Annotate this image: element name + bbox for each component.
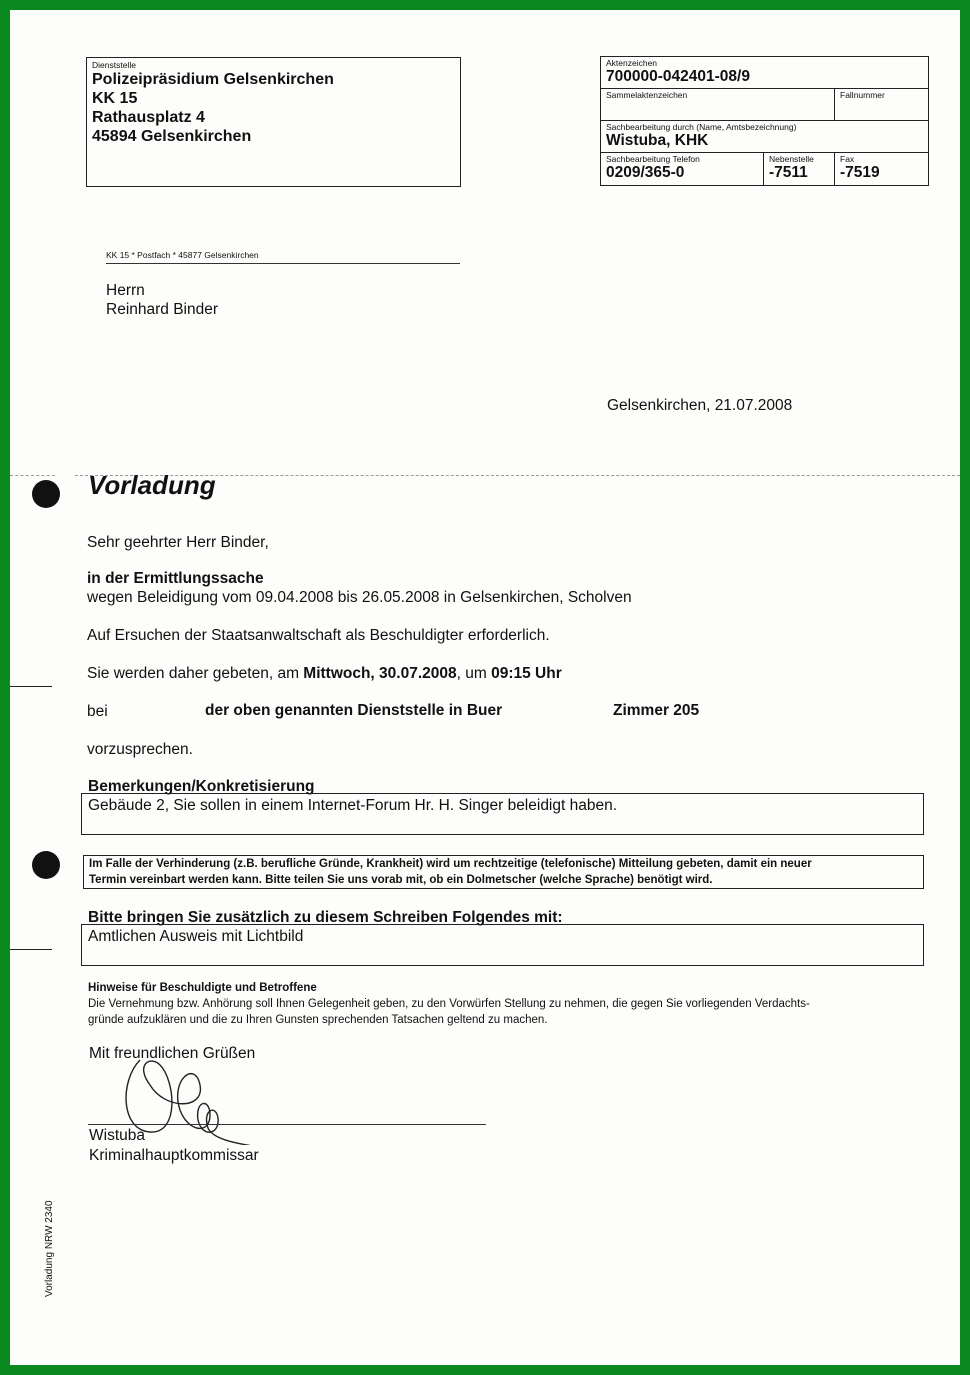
nebenstelle-label: Nebenstelle [769, 154, 814, 164]
sender-line-3: Rathausplatz 4 [92, 109, 205, 126]
telefon-label: Sachbearbeitung Telefon [606, 154, 700, 164]
aktenzeichen-value: 700000-042401-08/9 [606, 68, 750, 85]
recipient-name: Reinhard Binder [106, 301, 219, 318]
bring-text: Amtlichen Ausweis mit Lichtbild [88, 928, 304, 945]
fall-cell [834, 88, 929, 121]
letter-page [10, 10, 960, 1365]
appointment-prefix: Sie werden daher gebeten, am [87, 665, 304, 682]
nebenstelle-cell [763, 152, 835, 186]
greeting: Sehr geehrter Herr Binder, [87, 534, 269, 551]
telefon-cell [600, 152, 764, 186]
signer-name: Wistuba [89, 1127, 145, 1144]
fax-value: -7519 [840, 164, 880, 181]
signature-line [88, 1124, 486, 1125]
sachbearbeitung-cell [600, 120, 929, 153]
nebenstelle-value: -7511 [769, 164, 808, 181]
sachbearbeitung-label: Sachbearbeitung durch (Name, Amtsbezeichnung) [606, 122, 797, 132]
place-date: Gelsenkirchen, 21.07.2008 [607, 397, 793, 414]
appointment-time: 09:15 Uhr [491, 665, 562, 682]
location-prefix: bei [87, 703, 108, 720]
sender-line-2: KK 15 [92, 90, 138, 107]
sender-label: Dienststelle [92, 60, 136, 70]
appointment-line [87, 664, 562, 683]
sachbearbeitung-value: Wistuba, KHK [606, 132, 709, 149]
bring-heading: Bitte bringen Sie zusätzlich zu diesem Schreiben Folgendes mit: [88, 909, 563, 926]
location-room: Zimmer 205 [613, 702, 700, 719]
appointment-day: Mittwoch, 30.07.2008 [303, 665, 457, 682]
bring-box [81, 924, 924, 966]
return-address: KK 15 * Postfach * 45877 Gelsenkirchen [106, 250, 460, 264]
fax-label: Fax [840, 154, 855, 164]
matter-text: wegen Beleidigung vom 09.04.2008 bis 26.05.2008 in Gelsenkirchen, Scholven [87, 589, 632, 606]
fax-cell [834, 152, 929, 186]
punch-hole [32, 851, 60, 879]
remarks-box [81, 793, 924, 835]
form-id: Vorladung NRW 2340 [44, 1200, 55, 1297]
notice-box [83, 855, 924, 889]
recipient-salutation: Herrn [106, 282, 145, 299]
fold-mark [10, 475, 55, 476]
sammel-label: Sammelaktenzeichen [606, 90, 688, 100]
fold-tick [10, 949, 52, 950]
hints-line-2: gründe aufzuklären und die zu Ihren Gunsten sprechenden Tatsachen geltend zu machen. [88, 1014, 548, 1026]
punch-hole [32, 480, 60, 508]
notice-line-1: Im Falle der Verhinderung (z.B. berufliche Gründe, Krankheit) wird um rechtzeitige (telefonische) Mitteilung gebeten, damit ein neuer [89, 858, 812, 870]
sender-box [86, 57, 461, 187]
fold-tick [10, 686, 52, 687]
aktenzeichen-label: Aktenzeichen [606, 58, 658, 68]
location-place: der oben genannten Dienststelle in Buer [205, 702, 503, 719]
aktenzeichen-cell [600, 56, 929, 89]
sammel-cell [600, 88, 835, 121]
telefon-value: 0209/365-0 [606, 164, 685, 181]
remarks-heading: Bemerkungen/Konkretisierung [88, 778, 315, 795]
signoff: Mit freundlichen Grüßen [89, 1045, 256, 1062]
request-text: Auf Ersuchen der Staatsanwaltschaft als Beschuldigter erforderlich. [87, 627, 550, 644]
appointment-mid: , um [456, 665, 492, 682]
notice-line-2: Termin vereinbart werden kann. Bitte teilen Sie uns vorab mit, ob ein Dolmetscher (welche Sprache) benötigt wird. [89, 874, 713, 886]
hints-heading: Hinweise für Beschuldigte und Betroffene [88, 982, 317, 994]
sender-line-4: 45894 Gelsenkirchen [92, 128, 252, 145]
signer-title: Kriminalhauptkommissar [89, 1147, 259, 1164]
closing-verb: vorzusprechen. [87, 741, 193, 758]
letter-title: Vorladung [88, 470, 216, 500]
sender-line-1: Polizeipräsidium Gelsenkirchen [92, 71, 334, 88]
hints-line-1: Die Vernehmung bzw. Anhörung soll Ihnen Gelegenheit geben, zu den Vorwürfen Stellung zu nehmen, die gegen Sie vorliegenden Verdachts- [88, 998, 810, 1010]
reference-table [600, 56, 929, 186]
matter-heading: in der Ermittlungssache [87, 570, 264, 587]
fall-label: Fallnummer [840, 90, 885, 100]
remarks-text: Gebäude 2, Sie sollen in einem Internet-Forum Hr. H. Singer beleidigt haben. [88, 797, 618, 814]
